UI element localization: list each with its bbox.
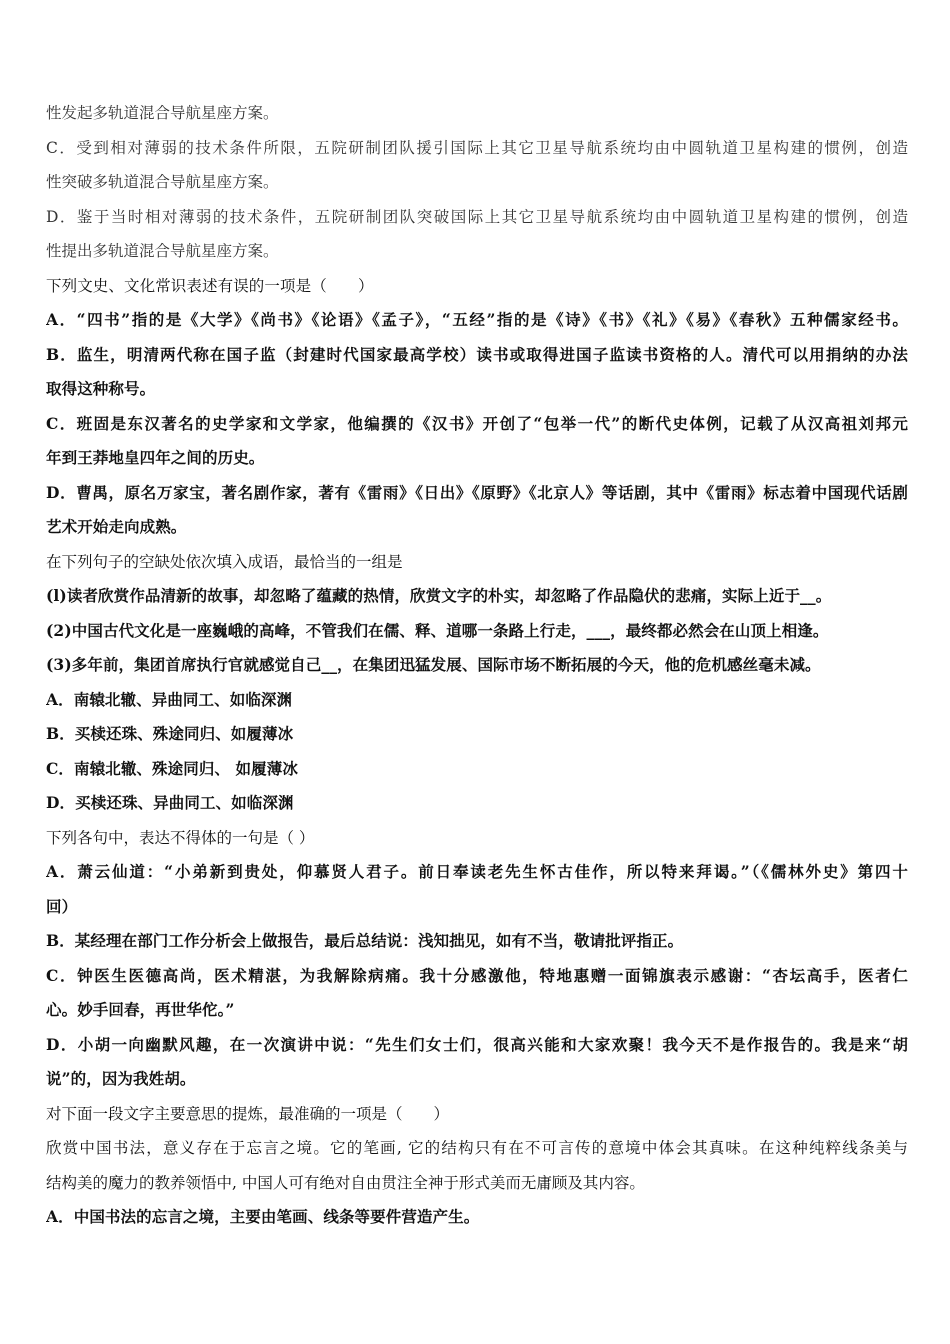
text-line: 回）: [46, 896, 78, 916]
option-b-line: B．监生，明清两代称在国子监（封建时代国家最高学校）读书或取得进国子监读书资格的人。清代可以用捐纳的办法: [46, 344, 908, 364]
sentence-3: (3)多年前，集团首席执行官就感觉自己__，在集团迅猛发展、国际市场不断拓展的今天，他的危机感丝毫未减。: [46, 655, 821, 674]
option-a-line: A．中国书法的忘言之境，主要由笔画、线条等要件营造产生。: [46, 1207, 480, 1226]
option-b-line: B．买椟还珠、殊途同归、如履薄冰: [46, 724, 294, 743]
text-line: 取得这种称号。: [46, 379, 156, 398]
sentence-1: (l)读者欣赏作品清新的故事，却忽略了蕴藏的热情，欣赏文字的朴实，却忽略了作品隐伏的悲痛，实际上近于__。: [46, 586, 832, 605]
option-a-line: A．南辕北辙、异曲同工、如临深渊: [46, 689, 293, 709]
option-a-line: A．萧云仙道：“小弟新到贵处，仰慕贤人君子。前日奉读老先生怀古佳作，所以特来拜谒。”（《儒林外史》第四十: [46, 862, 908, 881]
text-line: 艺术开始走向成熟。: [46, 517, 187, 536]
passage-line: 欣赏中国书法，意义存在于忘言之境。它的笔画, 它的结构只有在不可言传的意境中体会其真味。在这种纯粹线条美与: [46, 1139, 908, 1157]
option-c-line: C．班固是东汉著名的史学家和文学家，他编撰的《汉书》开创了“包举一代”的断代史体例，记载了从汉高祖刘邦元: [46, 413, 908, 433]
option-d-line: D．小胡一向幽默风趣，在一次演讲中说：“先生们女士们，很高兴能和大家欢聚！我今天不是作报告的。我是来“胡: [46, 1034, 908, 1054]
option-d-line: D．买椟还珠、异曲同工、如临深渊: [46, 793, 294, 812]
question-stem: 下列各句中，表达不得体的一句是（ ）: [46, 828, 315, 847]
text-line: 心。妙手回春，再世华佗。”: [46, 1000, 235, 1019]
question-stem: 对下面一段文字主要意思的提炼，最准确的一项是（ ）: [46, 1104, 450, 1123]
option-c-line: C．受到相对薄弱的技术条件所限，五院研制团队援引国际上其它卫星导航系统均由中圆轨道卫星构建的惯例，创造: [46, 138, 908, 157]
passage-line: 结构美的魔力的教养领悟中, 中国人可有绝对自由贯注全神于形式美而无庸顾及其内容。: [46, 1173, 645, 1192]
text-line: 年到王莽地皇四年之间的历史。: [46, 448, 265, 467]
option-d-line: D．鉴于当时相对薄弱的技术条件，五院研制团队突破国际上其它卫星导航系统均由中圆轨道卫星构建的惯例，创造: [46, 207, 908, 226]
document-page: [46, 96, 908, 1235]
option-c-line: C．南辕北辙、殊途同归、 如履薄冰: [46, 758, 298, 778]
option-b-line: B．某经理在部门工作分析会上做报告，最后总结说：浅知拙见，如有不当，敬请批评指正。: [46, 931, 684, 950]
text-line: 性提出多轨道混合导航星座方案。: [46, 242, 279, 260]
text-line: 说”的，因为我姓胡。: [46, 1069, 196, 1088]
text-line: 性发起多轨道混合导航星座方案。: [46, 104, 279, 122]
option-c-line: C．钟医生医德高尚，医术精湛，为我解除病痛。我十分感激他，特地惠赠一面锦旗表示感谢：“杏坛高手，医者仁: [46, 965, 908, 985]
question-stem: 在下列句子的空缺处依次填入成语，最恰当的一组是: [46, 552, 403, 571]
sentence-2: (2)中国古代文化是一座巍峨的高峰，不管我们在儒、释、道哪一条路上行走，___，最终都必然会在山顶上相逢。: [46, 620, 829, 640]
option-d-line: D．曹禺，原名万家宝，著名剧作家，著有《雷雨》《日出》《原野》《北京人》等话剧，其中《雷雨》标志着中国现代话剧: [46, 482, 908, 502]
option-a-line: A．“四书”指的是《大学》《尚书》《论语》《孟子》，“五经”指的是《诗》《书》《礼》《易》《春秋》五种儒家经书。: [46, 310, 908, 329]
text-line: 性突破多轨道混合导航星座方案。: [46, 173, 279, 191]
question-stem: 下列文史、文化常识表述有误的一项是（ ）: [46, 276, 374, 295]
